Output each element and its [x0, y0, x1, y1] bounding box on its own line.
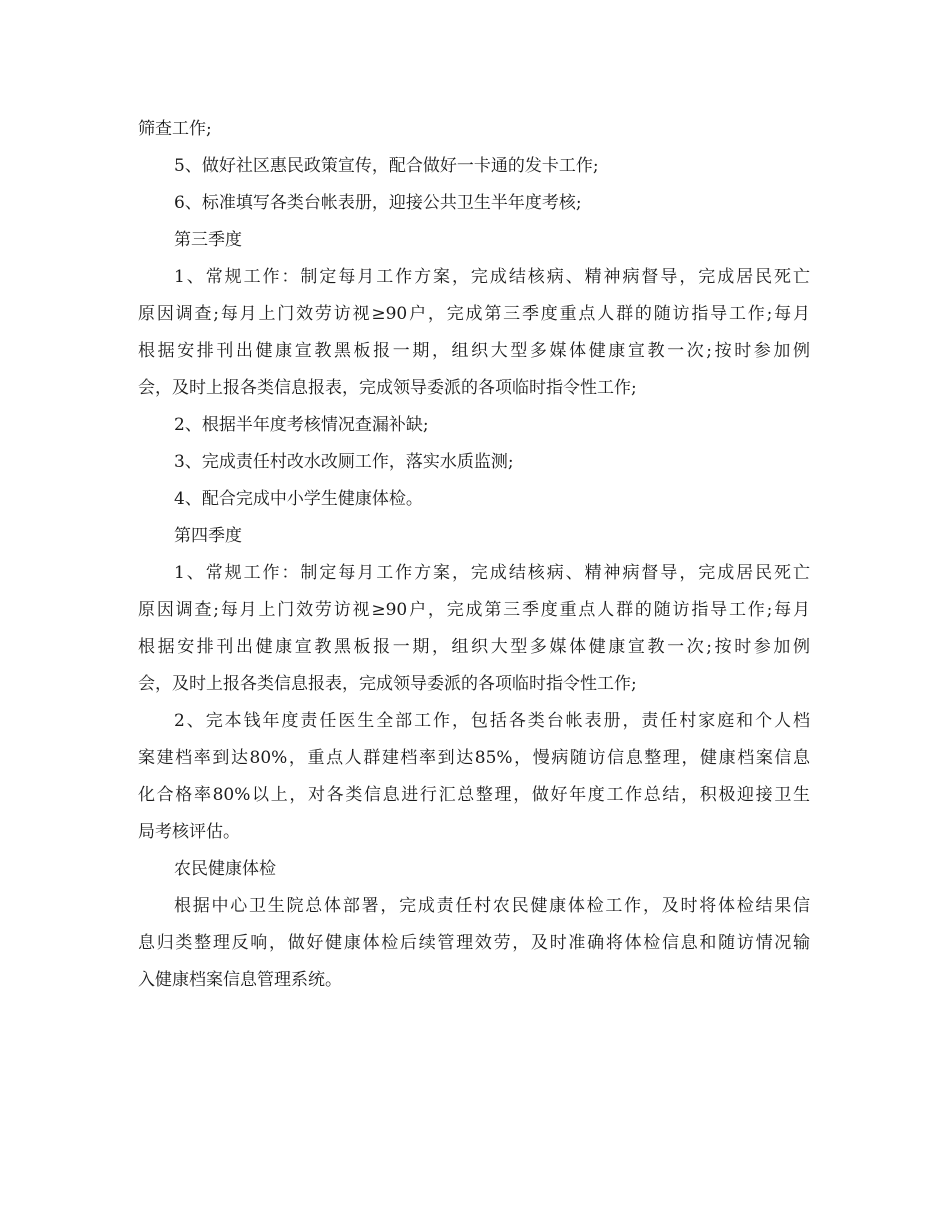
- text-line: 3、完成责任村改水改厕工作，落实水质监测;: [174, 452, 514, 472]
- text-line: 息归类整理反响，做好健康体检后续管理效劳，及时准确将体检信息和随访情况输: [138, 933, 810, 953]
- text-line: 原因调查;每月上门效劳访视≥90户，完成第三季度重点人群的随访指导工作;每月: [138, 600, 810, 620]
- text-line: 1、常规工作：制定每月工作方案，完成结核病、精神病督导，完成居民死亡: [174, 267, 810, 287]
- text-line: 筛查工作;: [138, 119, 212, 139]
- document-body: [138, 111, 810, 999]
- text-line: 2、根据半年度考核情况查漏补缺;: [174, 415, 429, 435]
- section-heading: 农民健康体检: [174, 859, 276, 879]
- section-heading: 第四季度: [174, 526, 242, 546]
- text-line: 根据安排刊出健康宣教黑板报一期，组织大型多媒体健康宣教一次;按时参加例: [138, 637, 810, 657]
- text-line: 6、标准填写各类台帐表册，迎接公共卫生半年度考核;: [174, 193, 582, 213]
- text-line: 根据安排刊出健康宣教黑板报一期，组织大型多媒体健康宣教一次;按时参加例: [138, 341, 810, 361]
- text-line: 入健康档案信息管理系统。: [138, 970, 342, 990]
- text-line: 5、做好社区惠民政策宣传，配合做好一卡通的发卡工作;: [174, 156, 599, 176]
- text-line: 2、完本钱年度责任医生全部工作，包括各类台帐表册，责任村家庭和个人档: [174, 711, 810, 731]
- section-heading: 第三季度: [174, 230, 242, 250]
- text-line: 会，及时上报各类信息报表，完成领导委派的各项临时指令性工作;: [138, 674, 637, 694]
- text-line: 会，及时上报各类信息报表，完成领导委派的各项临时指令性工作;: [138, 378, 637, 398]
- text-line: 化合格率80%以上，对各类信息进行汇总整理，做好年度工作总结，积极迎接卫生: [138, 785, 810, 805]
- text-line: 根据中心卫生院总体部署，完成责任村农民健康体检工作，及时将体检结果信: [174, 896, 810, 916]
- text-line: 1、常规工作：制定每月工作方案，完成结核病、精神病督导，完成居民死亡: [174, 563, 810, 583]
- text-line: 局考核评估。: [138, 822, 240, 842]
- text-line: 案建档率到达80%，重点人群建档率到达85%，慢病随访信息整理，健康档案信息: [138, 748, 810, 768]
- text-line: 原因调查;每月上门效劳访视≥90户，完成第三季度重点人群的随访指导工作;每月: [138, 304, 810, 324]
- text-line: 4、配合完成中小学生健康体检。: [174, 489, 423, 509]
